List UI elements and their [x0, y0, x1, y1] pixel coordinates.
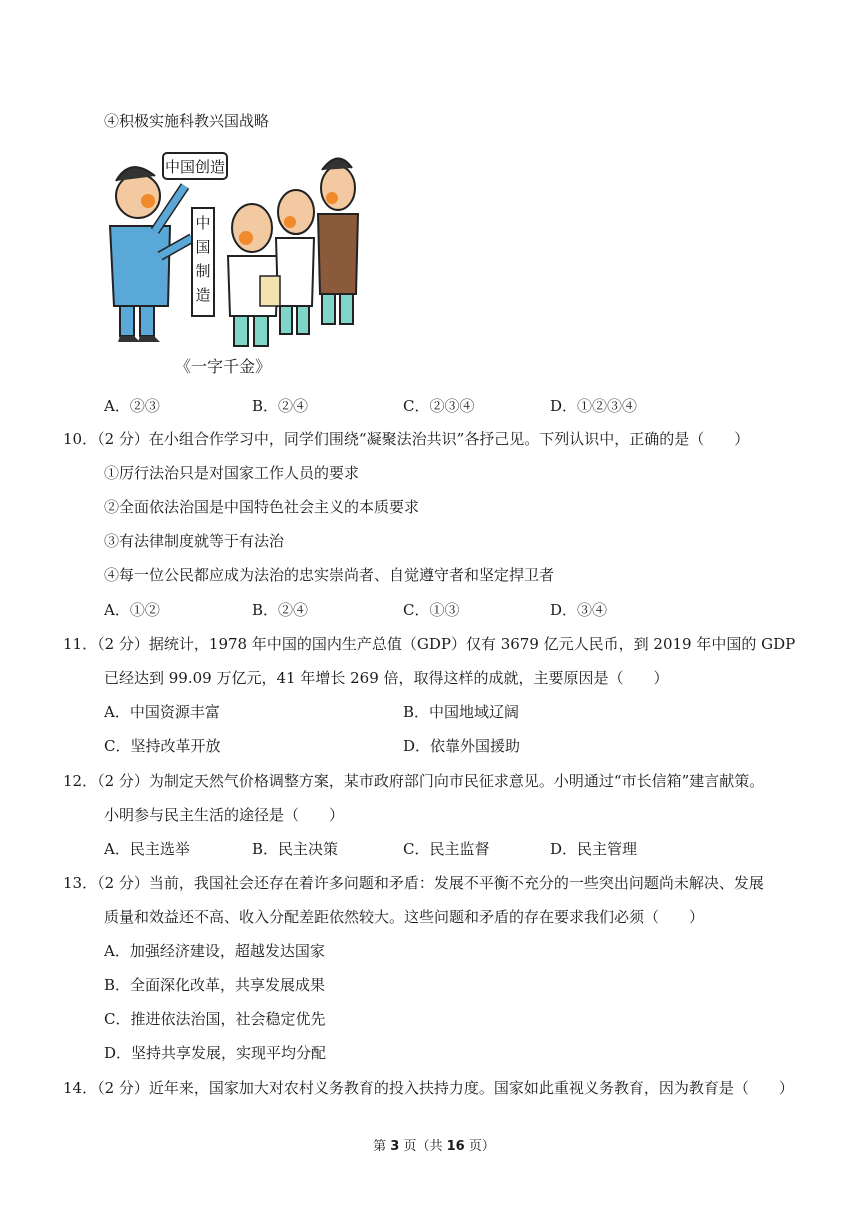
footer-suffix: 页） — [468, 1139, 495, 1154]
q9-option-b: B．②④ — [252, 397, 309, 415]
q10-item-1: ①厉行法治只是对国家工作人员的要求 — [104, 464, 360, 482]
q13-option-d: D．坚持共享发展，实现平均分配 — [104, 1044, 327, 1062]
q9-option-c: C．②③④ — [403, 397, 475, 415]
middle-figures — [228, 190, 314, 346]
q13-option-c: C．推进依法治国，社会稳定优先 — [104, 1010, 326, 1028]
sign-china-make — [192, 208, 214, 316]
statement-item-4: ④积极实施科教兴国战略 — [104, 112, 270, 130]
footer-mid: 页（共 — [403, 1139, 443, 1154]
footer-total-pages: 16 — [446, 1139, 465, 1154]
page-footer — [0, 1138, 868, 1156]
q12-stem-line-1: 12．（2 分）为制定天然气价格调整方案，某市政府部门向市民征求意见。小明通过“市长信箱”建言献策。 — [63, 772, 765, 790]
q12-option-a: A．民主选举 — [104, 840, 190, 858]
cartoon-illustration — [100, 146, 380, 384]
q10-option-c: C．①③ — [403, 601, 460, 619]
q11-option-a: A．中国资源丰富 — [104, 703, 220, 721]
q10-item-3: ③有法律制度就等于有法治 — [104, 532, 285, 550]
q10-option-b: B．②④ — [252, 601, 309, 619]
q11-option-c: C．坚持改革开放 — [104, 737, 221, 755]
q13-stem-line-1: 13．（2 分）当前，我国社会还存在着许多问题和矛盾：发展不平衡不充分的一些突出问题尚未解决、发展 — [63, 874, 764, 892]
footer-prefix: 第 — [373, 1139, 387, 1154]
q10-stem: 10．（2 分）在小组合作学习中，同学们围绕“凝聚法治共识”各抒己见。下列认识中，正确的是（ ） — [63, 430, 750, 448]
q11-option-d: D．依靠外国援助 — [403, 737, 521, 755]
q12-option-c: C．民主监督 — [403, 840, 490, 858]
sign-create-text: 中国创造 — [164, 158, 226, 176]
q12-stem-line-2: 小明参与民主生活的途径是（ ） — [104, 806, 345, 824]
q14-stem: 14．（2 分）近年来，国家加大对农村义务教育的投入扶持力度。国家如此重视义务教育，因为教育是（ ） — [63, 1079, 794, 1097]
q10-item-4: ④每一位公民都应成为法治的忠实崇尚者、自觉遵守者和坚定捍卫者 — [104, 566, 555, 584]
q13-option-b: B．全面深化改革，共享发展成果 — [104, 976, 326, 994]
sign-make-char-4: 造 — [195, 286, 211, 304]
sign-make-char-2: 国 — [195, 238, 211, 256]
q13-stem-line-2: 质量和效益还不高、收入分配差距依然较大。这些问题和矛盾的存在要求我们必须（ ） — [104, 908, 705, 926]
q12-option-b: B．民主决策 — [252, 840, 339, 858]
q11-stem-line-1: 11．（2 分）据统计，1978 年中国的国内生产总值（GDP）仅有 3679 亿元人民币，到 2019 年中国的 GDP — [63, 635, 796, 653]
q11-option-b: B．中国地域辽阔 — [403, 703, 520, 721]
sign-make-char-3: 制 — [195, 262, 211, 280]
q9-option-d: D．①②③④ — [550, 397, 638, 415]
right-figure — [318, 158, 358, 324]
q10-option-d: D．③④ — [550, 601, 608, 619]
left-figure — [110, 167, 192, 342]
q10-item-2: ②全面依法治国是中国特色社会主义的本质要求 — [104, 498, 420, 516]
q11-stem-line-2: 已经达到 99.09 万亿元，41 年增长 269 倍，取得这样的成就，主要原因是（ ） — [104, 669, 669, 687]
q12-option-d: D．民主管理 — [550, 840, 638, 858]
sign-make-char-1: 中 — [195, 214, 211, 232]
footer-page-number: 3 — [390, 1139, 400, 1154]
q9-option-a: A．②③ — [104, 397, 160, 415]
q13-option-a: A．加强经济建设，超越发达国家 — [104, 942, 325, 960]
q10-option-a: A．①② — [104, 601, 160, 619]
cartoon-caption: 《一字千金》 — [175, 357, 272, 376]
sign-china-create — [163, 153, 227, 179]
